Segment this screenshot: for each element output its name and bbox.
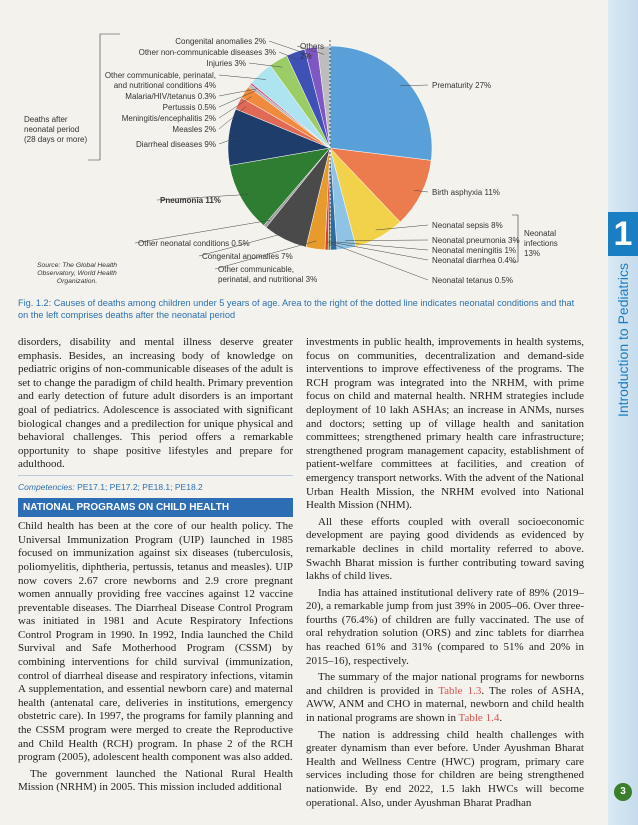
slice-leader-line xyxy=(329,242,428,260)
right-paragraph-2: All these efforts coupled with overall socioeconomic development are paying good dividends as evidenced by remarkable declines in child mortality referred to above. Swachh Bharat mission is further contributing toward saving lakhs of child lives. xyxy=(306,515,584,583)
right-paragraph-1: investments in public health, improvements in health systems, focus on communities, decentralization and demand-side interventions to improve effectiveness of the programs. The RCH program was integrated into the NRHM, with prime focus on child and maternal health. NRHM strategies include deployment of 10 lakh ASHAs; an increase in ANMs, nurses and doctors; setting up of village health and sanitation committees; strengthened primary health care infrastructure; strengthened program management capacity, establishment of patient-welfare committees at facilities, and creation of emergency transport networks. With the advent of the National Urban Health Mission, the NRHM evolved into National Health Mission (NHM). xyxy=(306,336,584,512)
table-1-4-link[interactable]: Table 1.4 xyxy=(458,712,500,725)
slice-label: Congenital anomalies 2% xyxy=(175,37,266,46)
right-paragraph-4: The summary of the major national programs for newborns and children is provided in Table 1.3. The roles of ASHA, AWW, ANM and CHO in maternal, newborn and child health in national programs are shown in Table 1.4. xyxy=(306,671,584,725)
slice-label: Neonatal tetanus 0.5% xyxy=(432,276,513,285)
slice-label: Diarrheal diseases 9% xyxy=(135,140,216,149)
slice-label: Meningitis/encephalitis 2% xyxy=(121,114,216,123)
chapter-title-text: Introduction to Pediatrics xyxy=(615,262,631,418)
slice-label: Neonatal diarrhea 0.4% xyxy=(432,256,517,265)
slice-label: Injuries 3% xyxy=(206,59,246,68)
caption-text: Causes of deaths among children under 5 years of age. Area to the right of the dotted line indicates neonatal conditions and that on the left comprises deaths after the neonatal period xyxy=(18,298,575,320)
slice-label: Neonatal meningitis 1% xyxy=(432,246,517,255)
left-paragraph-2: Child health has been at the core of our health policy. The Universal Immunization Program (UIP) launched in 1985 focused on immunization against six diseases (tuberculosis, poliomyelitis, diphtheria, pertussis, tetanus and measles). UIP now covers 2.67 crore newborns and 2.9 crore pregnant women annually providing free vaccines against 12 vaccine preventable diseases. The Diarrheal Disease Control Program was initiated in 1981 and Acute Respiratory Infections Control Program in 1990. In 1992, India launched the Child Survival and Safe Motherhood Program (CSSM) by combining interventions for child survival (immunization, control of diarrheal disease and respiratory infections, vitamin A supplementation, and essential newborn care) and maternal health (antenatal care, deliveries in institutions, emergency obstetric care). In 1997, the programs for family planning and the CSSM program were merged to create the Reproductive and Child Health (RCH) program. In phase 2 of the RCH program (2005), adolescent health component was also added. xyxy=(18,520,293,764)
caption-label: Fig. 1.2: xyxy=(18,298,52,308)
right-paragraph-5: The nation is addressing child health challenges with greater dynamism than ever before. Under Ayushman Bharat Health and Wellness Centre (HWC) program, primary care services including those for children are being strengthened nationwide. By end 2022, 1.5 lakh HWCs will become operational. Also, under Ayushman Bharat Pradhan xyxy=(306,728,584,809)
section-heading: NATIONAL PROGRAMS ON CHILD HEALTH xyxy=(18,498,293,518)
right-column xyxy=(306,336,584,813)
left-paragraph-1: disorders, disability and mental illness deserve greater emphasis. Besides, an increasing body of knowledge on pediatric origins of non-communicable diseases of the adult is set to change the paradigm of child health. Primary prevention and early detection of future adult disorders is an important goal of pediatrics. Adolescence is associated with significant biological changes and a predilection for unique physical and behavioral challenges. This period offers a remarkable opportunity to shape positive lifestyles and prepare for adulthood. xyxy=(18,336,293,471)
slice-label: Other neonatal conditions 0.5% xyxy=(138,239,250,248)
pie-chart-figure xyxy=(0,0,608,300)
slice-label: Neonatal pneumonia 3% xyxy=(432,236,520,245)
slice-label: Other communicable, perinatal, and nutritional 3% xyxy=(218,265,318,284)
figure-source: Source: The Global Health Observatory, World Health Organization. xyxy=(36,262,118,285)
slice-label: Birth asphyxia 11% xyxy=(432,188,500,197)
left-paragraph-3: The government launched the National Rural Health Mission (NRHM) in 2005. This mission included additional xyxy=(18,767,293,794)
neonatal-infections-label-3: 13% xyxy=(524,249,541,258)
pie-slice xyxy=(330,46,432,160)
slice-label: Congenital anomalies 7% xyxy=(202,252,293,261)
neonatal-infections-label-2: infections xyxy=(524,239,558,248)
chapter-number: 1 xyxy=(608,212,638,256)
chapter-title xyxy=(610,260,636,420)
left-column xyxy=(18,336,293,798)
page-number: 3 xyxy=(614,783,632,801)
slice-label: Prematurity 27% xyxy=(432,81,492,90)
slice-label: Pertussis 0.5% xyxy=(162,103,216,112)
postneonatal-bracket xyxy=(88,34,120,160)
slice-label: Neonatal sepsis 8% xyxy=(432,221,503,230)
slice-label: Malaria/HIV/tetanus 0.3% xyxy=(125,92,216,101)
slice-label: Measles 2% xyxy=(172,125,216,134)
right-paragraph-3: India has attained institutional delivery rate of 89% (2019–20), a remarkable jump from just 39% in 2005–06. Over three-fourths (76.4%) of children are fully vaccinated. The use of oral rehydration solution (ORS) and zinc tablets for diarrhea has reached 61% and 31% (compared to 51% and 20% in 2015–16), respectively. xyxy=(306,586,584,667)
postneonatal-label-2: neonatal period xyxy=(24,125,80,134)
slice-label: Pneumonia 11% xyxy=(160,196,221,205)
slice-label: Other communicable, perinatal, and nutritional conditions 4% xyxy=(104,71,216,90)
table-1-3-link[interactable]: Table 1.3 xyxy=(438,684,482,697)
competencies: Competencies: PE17.1; PE17.2; PE18.1; PE18.2 xyxy=(18,475,293,495)
slice-leader-line xyxy=(327,242,428,280)
neonatal-infections-label-1: Neonatal xyxy=(524,229,557,238)
slice-label: Other non-communicable diseases 3% xyxy=(138,48,276,57)
postneonatal-label-3: (28 days or more) xyxy=(24,135,88,144)
figure-caption xyxy=(18,297,584,321)
postneonatal-label-1: Deaths after xyxy=(24,115,68,124)
slice-label: Others 2% xyxy=(300,42,325,61)
